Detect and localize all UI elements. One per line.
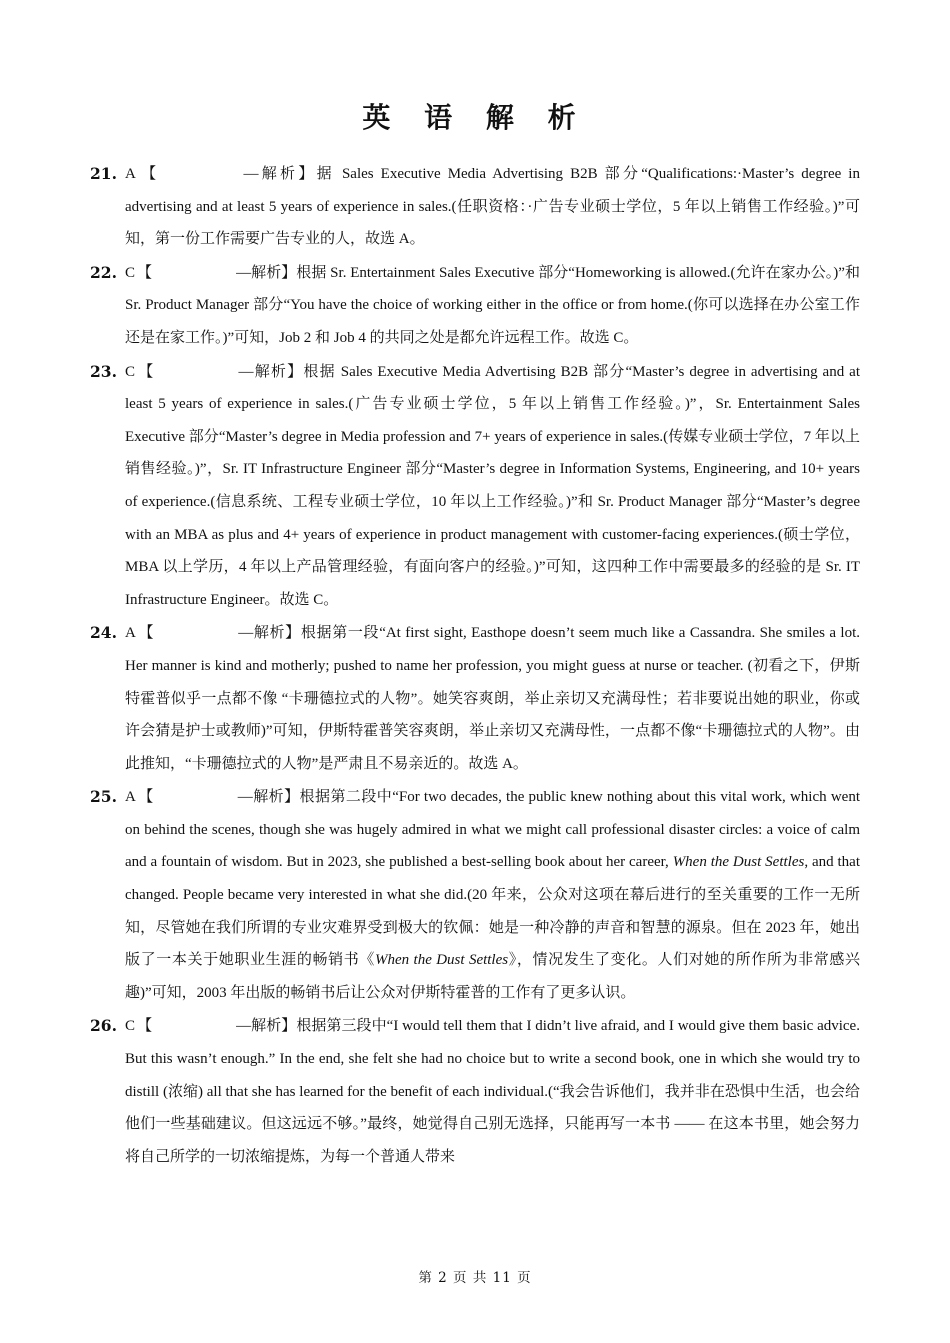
book-title: When the Dust Settles [375,952,509,969]
answer-letter: A [125,625,136,642]
explanation-text: 据 Sales Executive Media Advertising B2B 部分“Qualifications:·Master’s degree in advertising and at least 5 years of experience in sales.(任职资格：·广告专业硕士学位，5 年以上销售工作经验。)”可知，第一份工作需要广告专业的人，故选 A。 [125,166,860,248]
explanation-text: 根据 Sr. Entertainment Sales Executive 部分“Homeworking is allowed.(允许在家办公。)”和 Sr. Product Manager 部分“You have the choice of working either in the office or from home.(你可以选择在办公室工作还是在家工作。)”可知，Job 2 和 Job 4 的共同之处是都允许远程工作。故选 C。 [125,264,860,346]
answer-list [90,158,860,1174]
analysis-tag: —解析】 [238,363,304,380]
answer-letter: C [125,363,136,380]
answer-letter: A [125,789,136,806]
answer-explanation [125,617,860,780]
answer-item-21 [90,158,860,256]
answer-item-23 [90,356,860,617]
analysis-tag: —解析】 [238,625,301,642]
answer-item-26 [90,1010,860,1173]
answer-item-24 [90,617,860,780]
analysis-tag: —解析】 [237,789,300,806]
question-number: 26. [90,1016,117,1036]
answer-letter: C [125,264,136,281]
explanation-text: , and that changed. People became very interested in what she did.(20 年来，公众对这项在幕后进行的至关重要的工作一无所知，尽管她在我们所谓的专业灾难界受到极大的钦佩：她是一种冷静的声音和智慧的源泉。但在 2023 年，她出版了一本关于她职业生涯的畅销书《 [125,854,860,969]
bracket-open: 【 [137,264,153,281]
bracket-open: 【 [137,789,154,806]
analysis-tag: —解析】 [236,1018,297,1035]
bracket-open: 【 [137,1018,153,1035]
analysis-tag: —解析】 [236,264,297,281]
bracket-open: 【 [137,363,155,380]
question-number: 21. [90,164,117,183]
answer-explanation [125,158,860,256]
explanation-text: 根据第一段“At first sight, Easthope doesn’t seem much like a Cassandra. She smiles a lot. Her manner is kind and motherly; pushed to name her profession, you might guess at nurse or teacher. (初看之下，伊斯特霍普似乎一点都不像 “卡珊德拉式的人物”。她笑容爽朗，举止亲切又充满母性；若非要说出她的职业，你或许会猜是护士或教师)”可知，伊斯特霍普笑容爽朗，举止亲切又充满母性，一点都不像“卡珊德拉式的人物”。由此推知，“卡珊德拉式的人物”是严肃且不易亲近的。故选 A。 [125,625,860,772]
page-title: 英 语 解 析 [362,101,588,134]
answer-item-22 [90,257,860,355]
explanation-text: 根据第三段中“I would tell them that I didn’t live afraid, and I would give them basic advice. But this wasn’t enough.” In the end, she felt she had no choice but to write a second book, one in which she would try to distill (浓缩) all that she has learned for the benefit of each individual.(“我会告诉他们，我并非在恐惧中生活，也会给他们一些基础建议。但这远远不够。”最终，她觉得自己别无选择，只能再写一本书 —— 在这本书里，她会努力将自己所学的一切浓缩提炼，为每一个普通人带来 [125,1018,860,1165]
answer-explanation [125,356,860,617]
answer-item-25 [90,781,860,1009]
bracket-open: 【 [137,166,160,182]
question-number: 25. [90,787,117,807]
answer-explanation [125,1010,860,1173]
explanation-text: 》，情况发生了变化。人们对她的所作所为非常感兴趣)”可知，2003 年出版的畅销书后让公众对伊斯特霍普的工作有了更多认识。 [125,952,860,1001]
answer-letter: A [125,166,136,182]
bracket-open: 【 [137,625,155,642]
question-number: 23. [90,361,117,381]
question-number: 24. [90,623,117,643]
analysis-tag: —解析】 [243,166,317,182]
page-footer: 第 2 页 共 11 页 [418,1270,532,1286]
question-number: 22. [90,262,117,282]
answer-letter: C [125,1018,136,1035]
answer-explanation [125,257,860,355]
explanation-text: 根据 Sales Executive Media Advertising B2B 部分“Master’s degree in advertising and at least 5 years of experience in sales.(广告专业硕士学位，5 年以上销售工作经验。)”，Sr. Entertainment Sales Executive 部分“Master’s degree in Media profession and 7+ years of experience in sales.(传媒专业硕士学位，7 年以上销售经验。)”，Sr. IT Infrastructure Engineer 部分“Master’s degree in Information Systems, Engineering, and 10+ years of experience.(信息系统、工程专业硕士学位，10 年以上工作经验。)”和 Sr. Product Manager 部分“Master’s degree with an MBA as plus and 4+ years of experience in product management with customer-facing experiences.(硕士学位，MBA 以上学历，4 年以上产品管理经验，有面向客户的经验。)”可知，这四种工作中需要最多的经验的是 Sr. IT Infrastructure Engineer。故选 C。 [125,363,860,608]
book-title: When the Dust Settles [672,854,805,871]
answer-explanation [125,781,860,1009]
explanation-text: 根据第二段中“For two decades, the public knew nothing about this vital work, which went on behind the scenes, though she was hugely admired in what we might call professional disaster circles: a voice of calm and a fountain of wisdom. But in 2023, she published a best-selling book about her career, [125,789,860,871]
